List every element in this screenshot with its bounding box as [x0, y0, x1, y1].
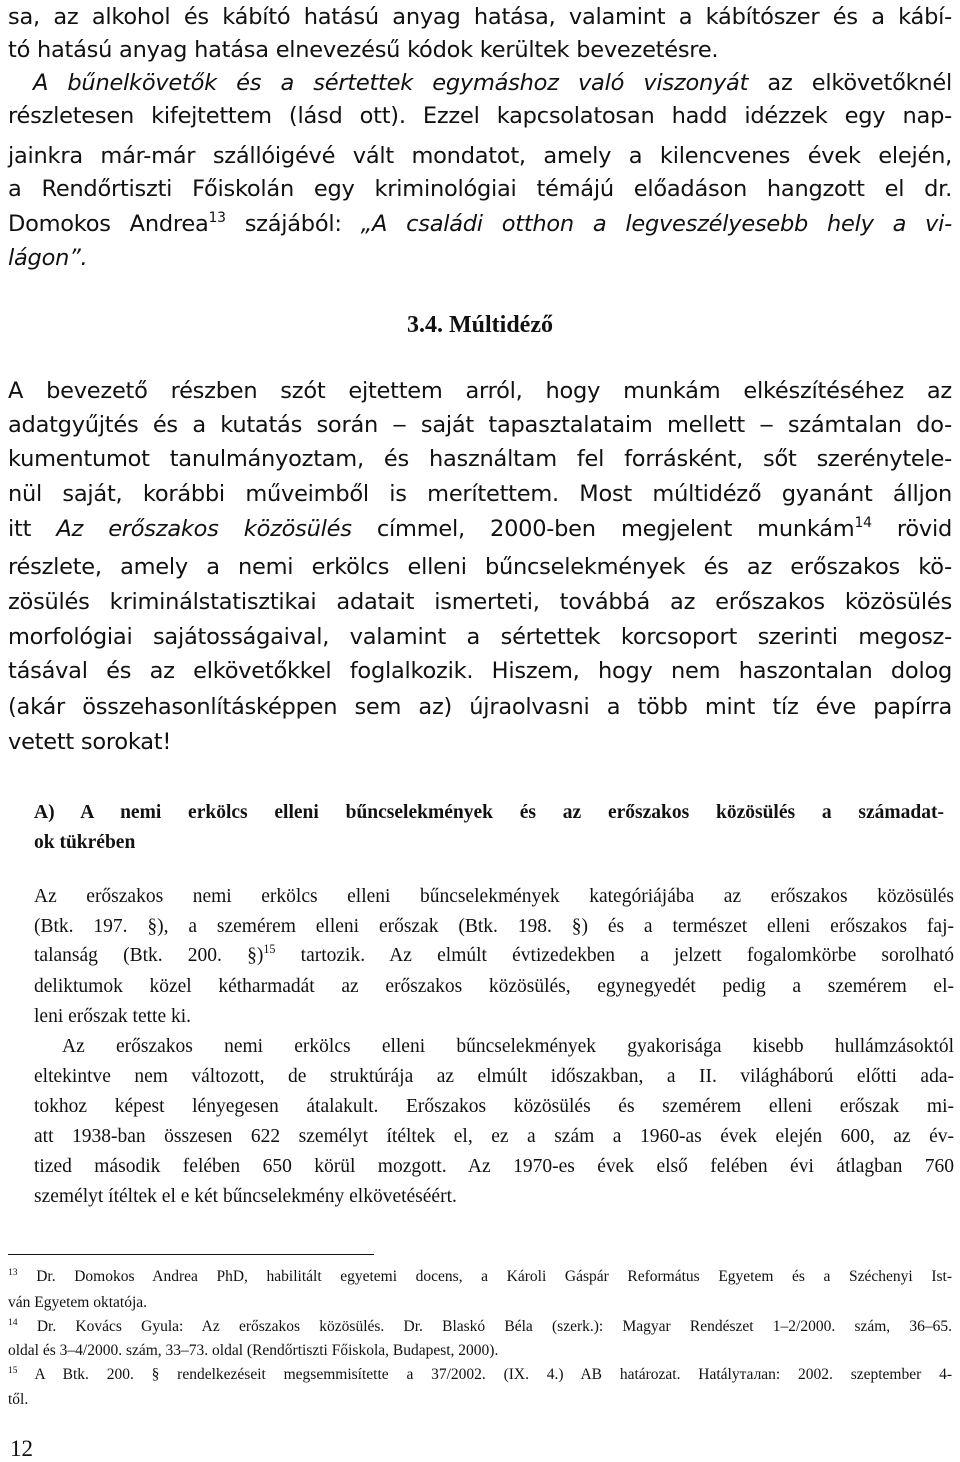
text-span: Domokos Andrea: [8, 211, 209, 237]
text-line: vetett sorokat!: [8, 729, 172, 755]
section-heading: 3.4. Múltidéző: [407, 312, 553, 338]
text-line: nül saját, korábbi műveimből is merítettem. Most múltidéző gyanánt álljon: [8, 481, 952, 507]
text-line: deliktumok közel kétharmadát az erőszakos közösülés, egynegyedét pedig a szemérem el-: [34, 976, 954, 997]
text-line: tó hatású anyag hatása elnevezésű kódok kerültek bevezetésre.: [8, 37, 719, 63]
footnote-text: A Btk. 200. § rendelkezéseit megsemmisítette a 37/2002. (IX. 4.) AB határozat. Hatályталan: 2002. szeptember 4-: [34, 1366, 952, 1383]
text-span: talanság (Btk. 200. §): [34, 945, 264, 966]
italic-phrase: A bűnelkövetők és a sértettek egymáshoz való viszonyát: [33, 70, 749, 96]
text-line: tokhoz képest lényegesen átalakult. Erőszakos közösülés és szemérem elleni erőszak mi-: [34, 1096, 954, 1117]
footnote-number: 15: [8, 1364, 18, 1376]
footnote-14: [8, 1318, 952, 1336]
footnote-15-cont: től.: [8, 1391, 29, 1408]
text-span: itt: [8, 516, 32, 542]
footnote-ref: 14: [854, 514, 872, 531]
footnote-ref: 13: [208, 209, 226, 226]
text-line: [34, 942, 955, 967]
footnote-13-cont: ván Egyetem oktatója.: [8, 1294, 148, 1311]
italic-quote: „A családi otthon a legveszélyesebb hely a vi-: [360, 211, 952, 237]
text-line: jainkra már-már szállóigévé vált mondatot, amely a kilencvenes évek elején,: [8, 143, 952, 169]
text-line: Az erőszakos nemi erkölcs elleni bűncselekmények gyakorisága kisebb hullámzásoktól: [62, 1036, 954, 1057]
footnote-ref: 15: [263, 942, 276, 957]
text-span: tartozik. Az elmúlt évtizedekben a jelzett fogalomkörbe sorolható: [300, 945, 955, 966]
footnote-15: [8, 1366, 952, 1384]
footnote-number: 13: [8, 1266, 18, 1278]
text-line: zösülés kriminálstatisztikai adatait ismerteti, továbbá az erőszakos közösülés: [8, 589, 952, 615]
footnote-14-cont: oldal és 3–4/2000. szám, 33–73. oldal (Rendőrtiszti Főiskola, Budapest, 2000).: [8, 1342, 499, 1359]
text-line: tásával és az elkövetőkkel foglalkozik. Hiszem, hogy nem haszontalan dolog: [8, 658, 952, 684]
text-line: tized második felében 650 körül mozgott. Az 1970-es évek első felében évi átlagban 760: [34, 1156, 954, 1177]
italic-title: Az erőszakos közösülés: [56, 516, 352, 542]
text-span: szájából:: [244, 211, 342, 237]
text-line: sa, az alkohol és kábító hatású anyag hatása, valamint a kábítószer és a kábí-: [8, 4, 952, 30]
text-line: A bevezető részben szót ejtettem arról, hogy munkám elkészítéséhez az: [8, 378, 952, 404]
text-span: az elkövetőknél: [767, 70, 952, 96]
text-line: a Rendőrtiszti Főiskolán egy kriminológiai témájú előadáson hangzott el dr.: [8, 176, 952, 202]
text-line: eltekintve nem változott, de struktúrája az elmúlt időszakban, a II. világháború előtti ada-: [34, 1066, 954, 1087]
text-line: (akár összehasonlításképpen sem az) újraolvasni a több mint tíz éve papírra: [8, 694, 952, 720]
footnote-number: 14: [8, 1316, 18, 1328]
page-number: 12: [10, 1436, 33, 1461]
text-span: rövid: [896, 516, 953, 542]
text-line: [8, 245, 87, 271]
text-line: adatgyűjtés és a kutatás során ‒ saját tapasztalataim mellett ‒ számtalan do-: [8, 412, 952, 438]
footnote-separator: [8, 1254, 374, 1255]
text-line: [8, 211, 952, 237]
text-line: részlete, amely a nemi erkölcs elleni bűncselekmények és az erőszakos kö-: [8, 554, 952, 580]
italic-quote-end: lágon”.: [8, 245, 88, 271]
text-line: kumentumot tanulmányoztam, és használtam fel forrásként, sőt szerénytele-: [8, 446, 952, 472]
subheading-line: ok tükrében: [34, 832, 136, 853]
text-line: személyt ítéltek el e két bűncselekmény elkövetéséért.: [34, 1186, 457, 1207]
footnote-13: [8, 1268, 952, 1286]
text-line: részletesen kifejtettem (lásd ott). Ezzel kapcsolatosan hadd idézzek egy nap-: [8, 103, 952, 129]
text-line: [8, 70, 952, 96]
text-line: leni erőszak tette ki.: [34, 1006, 192, 1027]
text-line: att 1938-ban összesen 622 személyt ítéltek el, ez a szám a 1960-as évek elején 600, az év-: [34, 1126, 954, 1147]
text-line: [8, 516, 952, 542]
text-line: Az erőszakos nemi erkölcs elleni bűncselekmények kategóriájába az erőszakos közösülés: [34, 886, 954, 907]
text-line: (Btk. 197. §), a szemérem elleni erőszak (Btk. 198. §) és a természet elleni erőszakos faj-: [34, 916, 954, 937]
footnote-text: Dr. Domokos Andrea PhD, habilitált egyetemi docens, a Károli Gáspár Református Egyetem és a Széchenyi Ist-: [36, 1268, 953, 1285]
subheading-line: A) A nemi erkölcs elleni bűncselekmények és az erőszakos közösülés a számadat-: [34, 802, 944, 823]
footnote-text: Dr. Kovács Gyula: Az erőszakos közösülés. Dr. Blaskó Béla (szerk.): Magyar Rendészet 1–2/2000. szám, 36–65.: [36, 1318, 953, 1335]
text-line: morfológiai sajátosságaival, valamint a sértettek korcsoport szerinti megosz-: [8, 624, 952, 650]
text-span: címmel, 2000-ben megjelent munkám: [376, 516, 855, 542]
